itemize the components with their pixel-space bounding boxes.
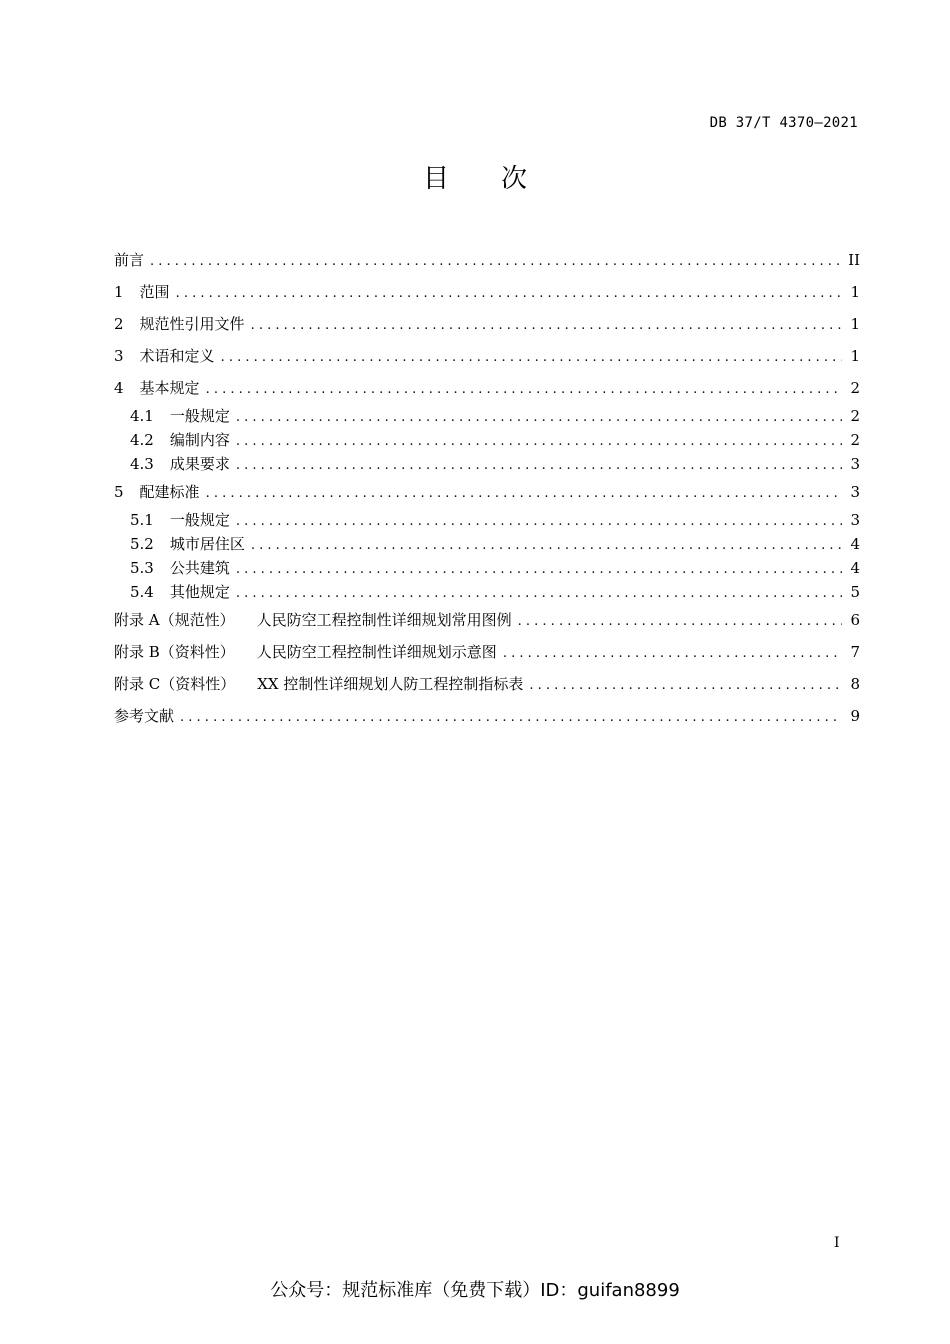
toc-label: 术语和定义 [139,347,215,365]
toc-page: 3 [850,455,860,473]
toc-label: 其他规定 [169,583,230,601]
toc-page: 4 [850,559,860,577]
toc-page: 7 [850,643,860,661]
toc-page: 2 [850,407,860,425]
toc-page: 3 [850,511,860,529]
toc-label: 规范性引用文件 [139,315,245,333]
toc-number: 3 [114,347,124,365]
toc-leader [518,604,842,638]
toc-entry-annex-b[interactable] [114,636,860,668]
toc-entry-references[interactable] [114,700,860,732]
toc-number: 5.4 [130,583,154,601]
toc-leader [236,404,842,430]
toc-entry-5[interactable] [114,476,860,508]
toc-number: 5.2 [130,535,154,553]
toc-label: 范围 [139,283,170,301]
toc-entry-annex-a[interactable] [114,604,860,636]
toc-number: 5.3 [130,559,154,577]
toc-entry-5-3[interactable] [114,556,860,580]
toc-entry-5-4[interactable] [114,580,860,604]
toc-label: 参考文献 [114,707,175,725]
toc-number: 4.3 [130,455,154,473]
toc-leader [503,636,842,670]
toc-entry-foreword[interactable] [114,244,860,276]
toc-leader [529,668,842,702]
toc-label: 一般规定 [169,511,230,529]
toc-entry-annex-c[interactable] [114,668,860,700]
toc-entry-4-3[interactable] [114,452,860,476]
toc-number: 5.1 [130,511,154,529]
toc-entry-5-2[interactable] [114,532,860,556]
toc-label: 人民防空工程控制性详细规划常用图例 [256,611,512,629]
toc-label: 配建标准 [139,483,200,501]
table-of-contents [114,244,860,732]
toc-label: 编制内容 [169,431,230,449]
toc-entry-2[interactable] [114,308,860,340]
toc-label: 人民防空工程控制性详细规划示意图 [256,643,497,661]
toc-page: II [848,251,860,269]
toc-entry-5-1[interactable] [114,508,860,532]
toc-leader [221,340,842,374]
toc-leader [236,508,842,534]
toc-leader [176,276,842,310]
toc-page: 1 [850,283,860,301]
toc-leader [236,452,842,478]
toc-page: 4 [850,535,860,553]
toc-leader [150,244,842,278]
toc-label: 一般规定 [169,407,230,425]
toc-label: 公共建筑 [169,559,230,577]
toc-leader [236,556,842,582]
toc-page: 1 [850,315,860,333]
toc-leader [180,700,842,734]
toc-annex-tag: 附录 B（资料性） [114,643,235,661]
toc-leader [251,532,842,558]
toc-page: 8 [850,675,860,693]
toc-entry-4[interactable] [114,372,860,404]
toc-label: 前言 [114,251,145,269]
toc-number: 1 [114,283,124,301]
toc-label: 成果要求 [169,455,230,473]
page-title: 目次 [422,164,579,194]
toc-entry-4-1[interactable] [114,404,860,428]
footer-watermark: 公众号：规范标准库（免费下载）ID：guifan8899 [270,1280,680,1301]
toc-label: 城市居住区 [169,535,245,553]
toc-leader [206,476,842,510]
toc-leader [236,580,842,606]
page-number: I [834,1235,840,1251]
toc-label: 基本规定 [139,379,200,397]
standard-code: DB 37/T 4370—2021 [709,115,858,131]
toc-number: 4 [114,379,124,397]
toc-label: XX 控制性详细规划人防工程控制指标表 [257,675,524,693]
toc-annex-tag: 附录 C（资料性） [114,675,236,693]
toc-leader [236,428,842,454]
toc-entry-4-2[interactable] [114,428,860,452]
toc-number: 4.2 [130,431,154,449]
toc-annex-tag: 附录 A（规范性） [114,611,235,629]
toc-page: 2 [850,431,860,449]
toc-number: 4.1 [130,407,154,425]
toc-page: 9 [850,707,860,725]
toc-leader [206,372,842,406]
toc-entry-3[interactable] [114,340,860,372]
toc-page: 5 [850,583,860,601]
toc-page: 1 [850,347,860,365]
toc-leader [251,308,842,342]
toc-number: 2 [114,315,124,333]
toc-page: 3 [850,483,860,501]
toc-entry-1[interactable] [114,276,860,308]
toc-page: 2 [850,379,860,397]
toc-page: 6 [850,611,860,629]
toc-number: 5 [114,483,124,501]
